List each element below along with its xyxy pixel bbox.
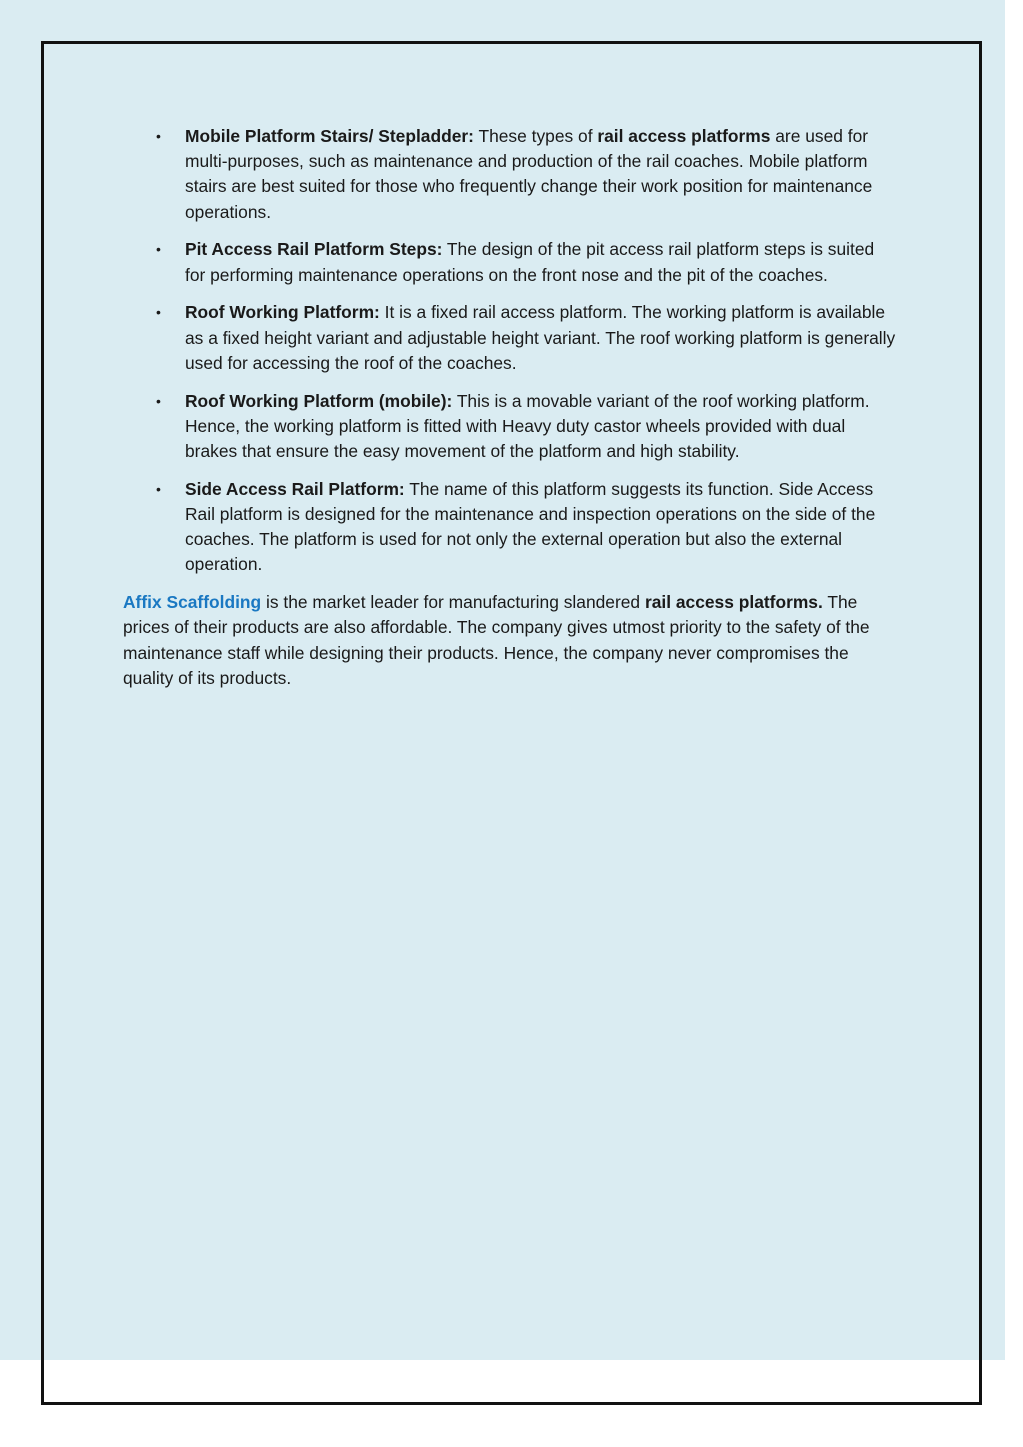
bullet-icon: •	[156, 392, 161, 409]
bullet-icon: •	[156, 304, 161, 321]
bullet-icon: •	[156, 128, 161, 144]
item-text: These types of	[473, 126, 598, 146]
list-item	[123, 124, 898, 225]
list-item	[123, 389, 898, 465]
list-item	[123, 237, 898, 287]
item-title: Roof Working Platform (mobile):	[185, 390, 453, 411]
platform-types-list	[123, 124, 898, 578]
item-title: Roof Working Platform:	[185, 302, 380, 323]
closing-text: The prices of their products are also affordable. The company gives utmost priority to the safety of the maintenance staff while designing their products. Hence, the company never compromises the quality of its products.	[123, 592, 870, 688]
closing-paragraph	[123, 590, 898, 691]
item-bold-phrase: rail access platforms	[597, 126, 771, 146]
closing-text: is the market leader for manufacturing slandered	[261, 592, 645, 613]
item-text: This is a movable variant of the roof working platform. Hence, the working platform is fitted with Heavy duty castor wheels provided with dual brakes that ensure the easy movement of the platform and high stability.	[185, 390, 870, 462]
item-text: are used for multi-purposes, such as maintenance and production of the rail coaches. Mobile platform stairs are best suited for those who frequently change their work position for maintenance operations.	[185, 126, 873, 222]
bullet-icon: •	[156, 480, 161, 497]
item-title: Pit Access Rail Platform Steps:	[185, 239, 443, 260]
document-body	[123, 124, 898, 691]
item-title: Side Access Rail Platform:	[185, 478, 405, 499]
affix-scaffolding-link[interactable]: Affix Scaffolding	[123, 592, 262, 613]
item-text: The design of the pit access rail platform steps is suited for performing maintenance operations on the front nose and the pit of the coaches.	[185, 239, 875, 285]
list-item	[123, 477, 898, 578]
item-text: The name of this platform suggests its function. Side Access Rail platform is designed for the maintenance and inspection operations on the side of the coaches. The platform is used for not only the external operation but also the external operation.	[185, 478, 876, 575]
item-title: Mobile Platform Stairs/ Stepladder:	[185, 126, 474, 146]
closing-bold-phrase: rail access platforms.	[644, 592, 823, 613]
bullet-icon: •	[156, 241, 161, 258]
list-item	[123, 300, 898, 376]
item-text: It is a fixed rail access platform. The working platform is available as a fixed height variant and adjustable height variant. The roof working platform is generally used for accessing the roof of the coaches.	[185, 302, 896, 373]
